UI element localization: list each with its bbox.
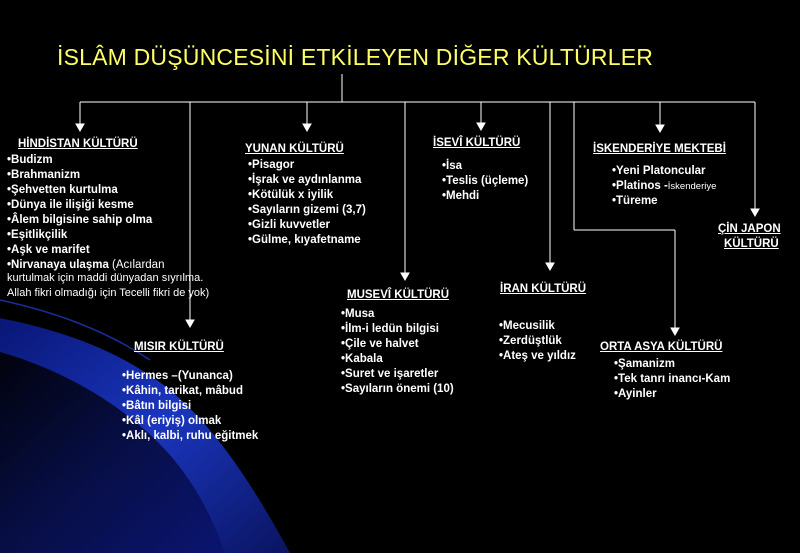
list-item-text: Nirvanaya ulaşma: [11, 259, 109, 271]
list-item: • Suret ve işaretler: [341, 367, 454, 382]
hindistan-note-line-1: kurtulmak için maddi dünyadan sıyrılma.: [7, 272, 204, 284]
list-item: • Âlem bilgisine sahip olma: [7, 213, 164, 228]
list-item: • Pisagor: [248, 158, 366, 173]
list-item: • Gülme, kıyafetname: [248, 233, 366, 248]
list-item: • Eşitlikçilik: [7, 228, 164, 243]
list-item: • Tek tanrı inancı-Kam: [614, 372, 730, 387]
misir-list: [122, 369, 258, 444]
isevi-list: [442, 159, 528, 204]
hindistan-list: [7, 153, 164, 273]
page-title: İSLÂM DÜŞÜNCESİNİ ETKİLEYEN DİĞER KÜLTÜRLER: [57, 44, 654, 70]
list-item: • Dünya ile ilişiği kesme: [7, 198, 164, 213]
platinos-note: İskenderiye: [667, 181, 717, 192]
list-item: • İşrak ve aydınlanma: [248, 173, 366, 188]
list-item: • Hermes –(Yunanca): [122, 369, 258, 384]
list-item: [612, 179, 716, 194]
list-item: • Yeni Platoncular: [612, 164, 716, 179]
list-item: • Kötülük x iyilik: [248, 188, 366, 203]
list-item: • Mehdi: [442, 189, 528, 204]
list-item: • Şehvetten kurtulma: [7, 183, 164, 198]
hindistan-note-inline: (Acılardan: [112, 259, 165, 271]
hindistan-heading: HİNDİSTAN KÜLTÜRÜ: [18, 138, 138, 150]
iran-heading: İRAN KÜLTÜRÜ: [500, 283, 587, 295]
list-item: • Şamanizm: [614, 357, 730, 372]
yunan-list: [248, 158, 366, 248]
list-item: • Kâl (eriyiş) olmak: [122, 414, 258, 429]
yunan-heading: YUNAN KÜLTÜRÜ: [245, 143, 344, 155]
list-item: • Ateş ve yıldız: [499, 349, 576, 364]
list-item: • Sayıların önemi (10): [341, 382, 454, 397]
list-item: • Sayıların gizemi (3,7): [248, 203, 366, 218]
isevi-heading: İSEVÎ KÜLTÜRÜ: [433, 137, 521, 149]
list-item: • Bâtın bilgisi: [122, 399, 258, 414]
list-item: • İsa: [442, 159, 528, 174]
iskenderiye-list: [612, 164, 716, 209]
musevi-list: [341, 307, 454, 397]
cin-japon-heading-line-1: ÇİN JAPON: [718, 223, 781, 235]
list-item: • İlm-i ledün bilgisi: [341, 322, 454, 337]
list-item: • Çile ve halvet: [341, 337, 454, 352]
iskenderiye-heading: İSKENDERİYE MEKTEBİ: [593, 143, 726, 155]
musevi-heading: MUSEVÎ KÜLTÜRÜ: [347, 289, 450, 301]
cin-japon-heading-line-2: KÜLTÜRÜ: [724, 238, 779, 250]
list-item: • Zerdüştlük: [499, 334, 576, 349]
misir-heading: MISIR KÜLTÜRÜ: [134, 341, 224, 353]
list-item: • Aşk ve marifet: [7, 243, 164, 258]
list-item: • Gizli kuvvetler: [248, 218, 366, 233]
list-item: • Kâhin, tarikat, mâbud: [122, 384, 258, 399]
list-item: • Mecusilik: [499, 319, 576, 334]
list-item: • Budizm: [7, 153, 164, 168]
orta-asya-list: [614, 357, 730, 402]
iran-list: [499, 319, 576, 364]
list-item-text: Platinos -: [616, 180, 668, 192]
list-item: • Türeme: [612, 194, 716, 209]
list-item: • Aklı, kalbi, ruhu eğitmek: [122, 429, 258, 444]
list-item: • Teslis (üçleme): [442, 174, 528, 189]
orta-asya-heading: ORTA ASYA KÜLTÜRÜ: [600, 341, 723, 353]
list-item: • Ayinler: [614, 387, 730, 402]
hindistan-note-line-2: Allah fikri olmadığı için Tecelli fikri de yok): [7, 287, 210, 299]
list-item: • Musa: [341, 307, 454, 322]
list-item: • Kabala: [341, 352, 454, 367]
list-item: • Brahmanizm: [7, 168, 164, 183]
